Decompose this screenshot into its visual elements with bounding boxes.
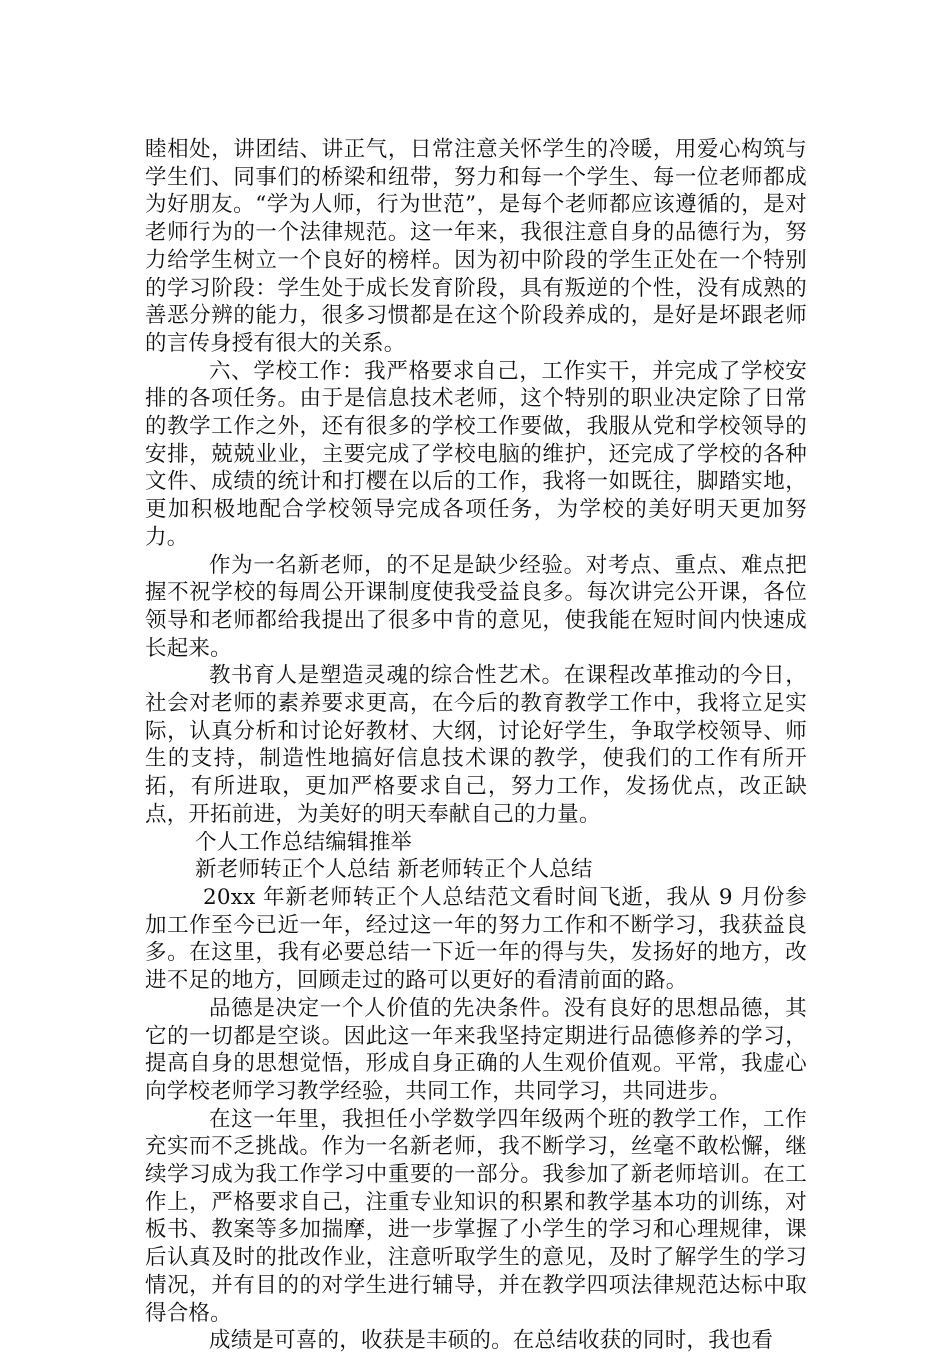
paragraph-intro: 20xx 年新老师转正个人总结范文看时间飞逝，我从 9 月份参加工作至今已近一年，经过这一年的努力工作和不断学习，我获益良多。在这里，我有必要总结一下近一年的得与失，发扬好的地方，改进不足的地方，回顾走过的路可以更好的看清前面的路。 [145, 884, 807, 994]
section-title: 新老师转正个人总结 新老师转正个人总结 [195, 857, 593, 883]
paragraph-school-work: 六、学校工作：我严格要求自己，工作实干，并完成了学校安排的各项任务。由于是信息技术老师，这个特别的职业决定除了日常的教学工作之外，还有很多的学校工作要做，我服从党和学校领导的安排，兢兢业业，主要完成了学校电脑的维护，还完成了学校的各种文件、成绩的统计和打樱在以后的工作，我将一如既往，脚踏实地，更加积极地配合学校领导完成各项任务，为学校的美好明天更加努力。 [145, 358, 807, 550]
recommend-heading: 个人工作总结编辑推举 [195, 829, 413, 855]
paragraph-morality: 品德是决定一个人价值的先决条件。没有良好的思想品德，其它的一切都是空谈。因此这一年来我坚持定期进行品德修养的学习，提高自身的思想觉悟，形成自身正确的人生观价值观。平常，我虚心向学校老师学习教学经验，共同工作，共同学习，共同进步。 [145, 995, 807, 1104]
paragraph-new-teacher: 作为一名新老师，的不足是缺少经验。对考点、重点、难点把握不祝学校的每周公开课制度使我受益良多。每次讲完公开课，各位领导和老师都给我提出了很多中肯的意见，使我能在短时间内快速成长起来。 [145, 552, 807, 661]
paragraph-achievements: 成绩是可喜的，收获是丰硕的。在总结收获的同时，我也看 [209, 1328, 774, 1354]
paragraph-teaching-art: 教书育人是塑造灵魂的综合性艺术。在课程改革推动的今日，社会对老师的素养要求更高，在今后的教育教学工作中，我将立足实际，认真分析和讨论好教材、大纲，讨论好学生，争取学校领导、师生的支持，制造性地搞好信息技术课的教学，使我们的工作有所开拓，有所进取，更加严格要求自己，努力工作，发扬优点，改正缺点，开拓前进，为美好的明天奉献自己的力量。 [145, 663, 807, 827]
document-body [145, 136, 807, 1355]
paragraph-teaching-work: 在这一年里，我担任小学数学四年级两个班的教学工作，工作充实而不乏挑战。作为一名新老师，我不断学习，丝毫不敢松懈，继续学习成为我工作学习中重要的一部分。我参加了新老师培训。在工作上，严格要求自己，注重专业知识的积累和教学基本功的训练，对板书、教案等多加揣摩，进一步掌握了小学生的学习和心理规律，课后认真及时的批改作业，注意听取学生的意见，及时了解学生的学习情况，并有目的的对学生进行辅导，并在教学四项法律规范达标中取得合格。 [145, 1106, 807, 1326]
paragraph-conduct: 睦相处，讲团结、讲正气，日常注意关怀学生的冷暖，用爱心构筑与学生们、同事们的桥梁和纽带，努力和每一个学生、每一位老师都成为好朋友。“学为人师，行为世范”，是每个老师都应该遵循的，是对老师行为的一个法律规范。这一年来，我很注意自身的品德行为，努力给学生树立一个良好的榜样。因为初中阶段的学生正处在一个特别的学习阶段：学生处于成长发育阶段，具有叛逆的个性，没有成熟的善恶分辨的能力，很多习惯都是在这个阶段养成的，是好是坏跟老师的言传身授有很大的关系。 [145, 137, 807, 356]
